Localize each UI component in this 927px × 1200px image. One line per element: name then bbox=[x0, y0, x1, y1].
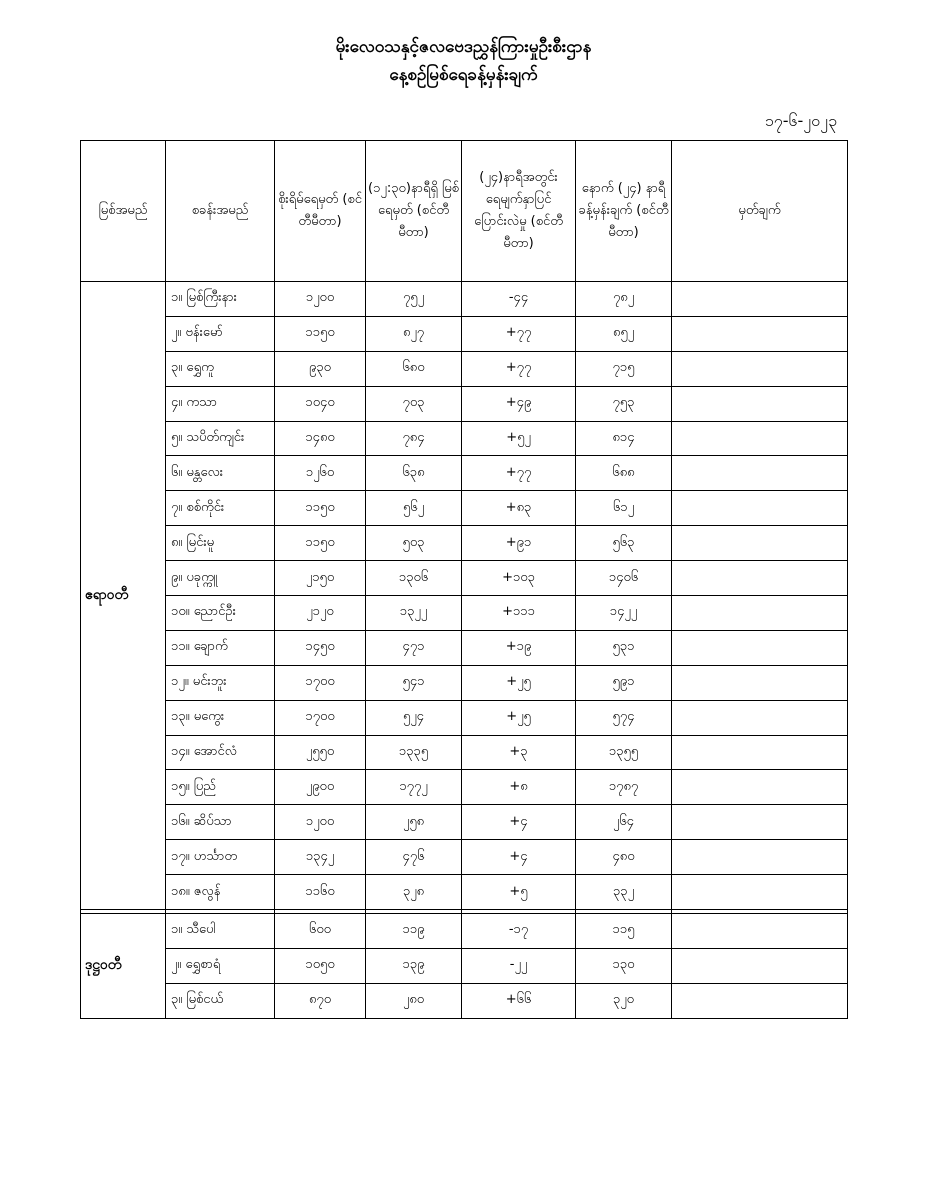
table-row bbox=[81, 421, 848, 456]
current-cell: ၁၃၉ bbox=[366, 948, 462, 983]
table-row bbox=[81, 665, 848, 700]
table-row bbox=[81, 316, 848, 351]
remark-cell bbox=[672, 386, 848, 421]
station-name-cell: ၈။ မြင်းမူ bbox=[166, 526, 275, 561]
table-row bbox=[81, 456, 848, 491]
forecast-cell: ၇၁၅ bbox=[576, 351, 672, 386]
report-title: နေ့စဉ်မြစ်ရေခန့်မှန်းချက် bbox=[389, 65, 538, 85]
remark-cell bbox=[672, 596, 848, 631]
danger-cell: ၁၁၅၀ bbox=[275, 316, 366, 351]
station-name-cell: ၁၂။ မင်းဘူး bbox=[166, 665, 275, 700]
table-row bbox=[81, 630, 848, 665]
remark-cell bbox=[672, 526, 848, 561]
table-row bbox=[81, 770, 848, 805]
danger-cell: ၁၂၀၀ bbox=[275, 805, 366, 840]
current-cell: ၄၇၆ bbox=[366, 840, 462, 875]
station-name-cell: ၁၄။ အောင်လံ bbox=[166, 735, 275, 770]
remark-cell bbox=[672, 805, 848, 840]
current-cell: ၅၀၃ bbox=[366, 526, 462, 561]
remark-cell bbox=[672, 983, 848, 1018]
change-cell: +၇၇ bbox=[462, 351, 576, 386]
change-cell: +၈၃ bbox=[462, 491, 576, 526]
current-cell: ၈၂၇ bbox=[366, 316, 462, 351]
station-name-cell: ၁၁။ ချောက် bbox=[166, 630, 275, 665]
danger-cell: ၂၁၅၀ bbox=[275, 561, 366, 596]
change-cell: +၈ bbox=[462, 770, 576, 805]
table-row bbox=[81, 805, 848, 840]
station-name-cell: ၁၀။ ညောင်ဦး bbox=[166, 596, 275, 631]
station-name-cell: ၁၆။ ဆိပ်သာ bbox=[166, 805, 275, 840]
table-row bbox=[81, 596, 848, 631]
table-row bbox=[81, 914, 848, 949]
current-cell: ၅၆၂ bbox=[366, 491, 462, 526]
station-name-cell: ၁။ မြစ်ကြီးနား bbox=[166, 282, 275, 317]
change-cell: +၁၁၁ bbox=[462, 596, 576, 631]
forecast-cell: ၅၆၃ bbox=[576, 526, 672, 561]
forecast-cell: ၁၇၈၇ bbox=[576, 770, 672, 805]
station-name-cell: ၁၈။ ဇလွန် bbox=[166, 875, 275, 910]
current-cell: ၁၁၉ bbox=[366, 914, 462, 949]
current-cell: ၁၃၂၂ bbox=[366, 596, 462, 631]
current-cell: ၇၈၄ bbox=[366, 421, 462, 456]
current-cell: ၁၃၃၅ bbox=[366, 735, 462, 770]
current-cell: ၂၅၈ bbox=[366, 805, 462, 840]
change-cell: +၂၅ bbox=[462, 665, 576, 700]
danger-cell: ၁၇၀၀ bbox=[275, 665, 366, 700]
remark-cell bbox=[672, 351, 848, 386]
current-cell: ၇၅၂ bbox=[366, 282, 462, 317]
danger-cell: ၁၂၀၀ bbox=[275, 282, 366, 317]
station-name-cell: ၂။ ရွှေစာရံ bbox=[166, 948, 275, 983]
danger-cell: ၁၃၄၂ bbox=[275, 840, 366, 875]
col-header-station: စခန်းအမည် bbox=[166, 141, 275, 282]
remark-cell bbox=[672, 316, 848, 351]
current-cell: ၁၇၇၂ bbox=[366, 770, 462, 805]
forecast-cell: ၁၄၂၂ bbox=[576, 596, 672, 631]
forecast-cell: ၂၆၄ bbox=[576, 805, 672, 840]
station-name-cell: ၃။ ရွှေကူ bbox=[166, 351, 275, 386]
table-row bbox=[81, 282, 848, 317]
river-name-cell: ဧရာဝတီ bbox=[81, 282, 166, 910]
forecast-cell: ၁၄၀၆ bbox=[576, 561, 672, 596]
remark-cell bbox=[672, 948, 848, 983]
change-cell: -၄၄ bbox=[462, 282, 576, 317]
station-name-cell: ၁၇။ ဟင်္သာတ bbox=[166, 840, 275, 875]
danger-cell: ၉၃၀ bbox=[275, 351, 366, 386]
table-body bbox=[81, 282, 848, 1019]
remark-cell bbox=[672, 282, 848, 317]
table-row bbox=[81, 386, 848, 421]
change-cell: +၄ bbox=[462, 840, 576, 875]
river-forecast-table bbox=[80, 140, 848, 1019]
forecast-cell: ၃၃၂ bbox=[576, 875, 672, 910]
table-row bbox=[81, 735, 848, 770]
change-cell: +၁၉ bbox=[462, 630, 576, 665]
table-row bbox=[81, 351, 848, 386]
station-name-cell: ၇။ စစ်ကိုင်း bbox=[166, 491, 275, 526]
table-row bbox=[81, 526, 848, 561]
col-header-river: မြစ်အမည် bbox=[81, 141, 166, 282]
station-name-cell: ၂။ ဗန်းမော် bbox=[166, 316, 275, 351]
station-name-cell: ၁၅။ ပြည် bbox=[166, 770, 275, 805]
danger-cell: ၁၀၄၀ bbox=[275, 386, 366, 421]
forecast-cell: ၁၃၅၅ bbox=[576, 735, 672, 770]
current-cell: ၆၈၀ bbox=[366, 351, 462, 386]
remark-cell bbox=[672, 700, 848, 735]
forecast-cell: ၅၇၄ bbox=[576, 700, 672, 735]
forecast-cell: ၆၈၈ bbox=[576, 456, 672, 491]
danger-cell: ၁၂၆၀ bbox=[275, 456, 366, 491]
change-cell: +၁၀၃ bbox=[462, 561, 576, 596]
forecast-cell: ၆၁၂ bbox=[576, 491, 672, 526]
remark-cell bbox=[672, 770, 848, 805]
current-cell: ၃၂၈ bbox=[366, 875, 462, 910]
current-cell: ၁၃၀၆ bbox=[366, 561, 462, 596]
forecast-cell: ၃၂၀ bbox=[576, 983, 672, 1018]
change-cell: +၄ bbox=[462, 805, 576, 840]
station-name-cell: ၄။ ကသာ bbox=[166, 386, 275, 421]
danger-cell: ၂၅၅၀ bbox=[275, 735, 366, 770]
report-date: ၁၇-၆-၂၀၂၃ bbox=[764, 111, 837, 130]
remark-cell bbox=[672, 630, 848, 665]
change-cell: +၃ bbox=[462, 735, 576, 770]
table-row bbox=[81, 700, 848, 735]
table-row bbox=[81, 561, 848, 596]
col-header-current-level: (၁၂:၃၀)နာရီရှိ မြစ်ရေမှတ် (စင်တီမီတာ) bbox=[366, 141, 462, 282]
station-name-cell: ၅။ သပိတ်ကျင်း bbox=[166, 421, 275, 456]
change-cell: -၁၇ bbox=[462, 914, 576, 949]
river-name-cell: ဒုဋ္ဌဝတီ bbox=[81, 914, 166, 1019]
current-cell: ၇၀၃ bbox=[366, 386, 462, 421]
current-cell: ၂၈၀ bbox=[366, 983, 462, 1018]
danger-cell: ၁၇၀၀ bbox=[275, 700, 366, 735]
col-header-change: (၂၄)နာရီအတွင်း ရေမျက်နှာပြင် ပြောင်းလဲမှု (စင်တီမီတာ) bbox=[462, 141, 576, 282]
remark-cell bbox=[672, 665, 848, 700]
remark-cell bbox=[672, 421, 848, 456]
station-name-cell: ၆။ မန္တလေး bbox=[166, 456, 275, 491]
remark-cell bbox=[672, 735, 848, 770]
table-header-row bbox=[81, 141, 848, 282]
change-cell: +၅ bbox=[462, 875, 576, 910]
forecast-cell: ၇၈၂ bbox=[576, 282, 672, 317]
danger-cell: ၂၉၀၀ bbox=[275, 770, 366, 805]
remark-cell bbox=[672, 914, 848, 949]
danger-cell: ၁၄၅၀ bbox=[275, 630, 366, 665]
col-header-danger-level: စိုးရိမ်ရေမှတ် (စင်တီမီတာ) bbox=[275, 141, 366, 282]
forecast-cell: ၈၅၂ bbox=[576, 316, 672, 351]
remark-cell bbox=[672, 491, 848, 526]
current-cell: ၅၂၄ bbox=[366, 700, 462, 735]
current-cell: ၅၄၁ bbox=[366, 665, 462, 700]
change-cell: +၄၉ bbox=[462, 386, 576, 421]
remark-cell bbox=[672, 561, 848, 596]
table-row bbox=[81, 840, 848, 875]
station-name-cell: ၁၃။ မကွေး bbox=[166, 700, 275, 735]
danger-cell: ၈၇၀ bbox=[275, 983, 366, 1018]
danger-cell: ၁၄၈၀ bbox=[275, 421, 366, 456]
forecast-cell: ၇၅၃ bbox=[576, 386, 672, 421]
forecast-cell: ၄၈၀ bbox=[576, 840, 672, 875]
station-name-cell: ၁။ သီပေါ bbox=[166, 914, 275, 949]
danger-cell: ၁၁၅၀ bbox=[275, 491, 366, 526]
danger-cell: ၆၀၀ bbox=[275, 914, 366, 949]
danger-cell: ၁၁၆၀ bbox=[275, 875, 366, 910]
remark-cell bbox=[672, 840, 848, 875]
danger-cell: ၁၁၅၀ bbox=[275, 526, 366, 561]
change-cell: -၂၂ bbox=[462, 948, 576, 983]
station-name-cell: ၃။ မြစ်ငယ် bbox=[166, 983, 275, 1018]
table-row bbox=[81, 948, 848, 983]
col-header-forecast: နောက် (၂၄) နာရီ ခန့်မှန်းချက် (စင်တီမီတာ) bbox=[576, 141, 672, 282]
forecast-cell: ၅၉၁ bbox=[576, 665, 672, 700]
danger-cell: ၁၀၅၀ bbox=[275, 948, 366, 983]
forecast-cell: ၁၃၀ bbox=[576, 948, 672, 983]
current-cell: ၄၇၁ bbox=[366, 630, 462, 665]
col-header-remark: မှတ်ချက် bbox=[672, 141, 848, 282]
table-row bbox=[81, 491, 848, 526]
forecast-cell: ၅၃၁ bbox=[576, 630, 672, 665]
remark-cell bbox=[672, 875, 848, 910]
forecast-cell: ၈၁၄ bbox=[576, 421, 672, 456]
agency-title: မိုးလေဝသနှင့်ဇလဗေဒညွှန်ကြားမှုဦးစီးဌာန bbox=[335, 37, 592, 57]
forecast-cell: ၁၁၅ bbox=[576, 914, 672, 949]
table-row bbox=[81, 983, 848, 1018]
change-cell: +၇၇ bbox=[462, 316, 576, 351]
change-cell: +၇၇ bbox=[462, 456, 576, 491]
danger-cell: ၂၁၂၀ bbox=[275, 596, 366, 631]
change-cell: +၅၂ bbox=[462, 421, 576, 456]
change-cell: +၉၁ bbox=[462, 526, 576, 561]
remark-cell bbox=[672, 456, 848, 491]
table-row bbox=[81, 875, 848, 910]
station-name-cell: ၉။ ပခုက္ကူ bbox=[166, 561, 275, 596]
change-cell: +၆၆ bbox=[462, 983, 576, 1018]
current-cell: ၆၃၈ bbox=[366, 456, 462, 491]
change-cell: +၂၅ bbox=[462, 700, 576, 735]
